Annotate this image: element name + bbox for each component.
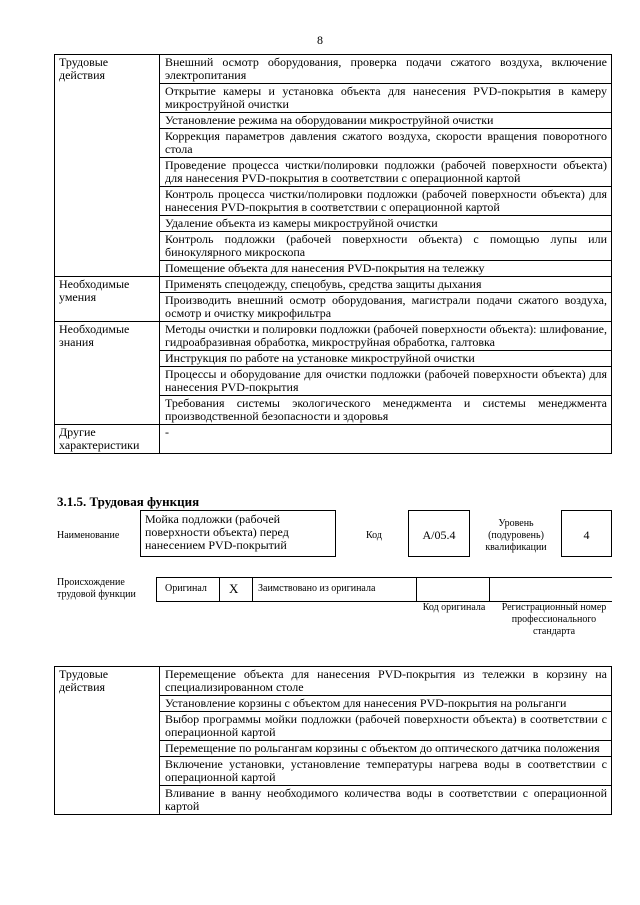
table-cell: - <box>160 425 612 454</box>
table-cell: Перемещение объекта для нанесения PVD-покрытия из тележки в корзину на специализированном столе <box>160 667 612 696</box>
reg-caption: Регистрационный номер профессионального стандарта <box>501 602 607 637</box>
table-cell: Методы очистки и полировки подложки (рабочей поверхности объекта): шлифование, гидроабразивная обработка, микроструйная обработка, галтовка <box>160 322 612 351</box>
table-cell: Вливание в ванну необходимого количества воды в соответствии с операционной картой <box>160 786 612 815</box>
table-cell: Коррекция параметров давления сжатого воздуха, скорости вращения поворотного стола <box>160 129 612 158</box>
original-mark: X <box>229 581 239 596</box>
name-value: Мойка подложки (рабочей поверхности объекта) перед нанесением PVD-покрытий <box>145 512 289 552</box>
table-cell: Процессы и оборудование для очистки подложки (рабочей поверхности объекта) для нанесения PVD-покрытия <box>160 367 612 396</box>
name-value-box <box>140 510 336 557</box>
row-group-label: Трудовые действия <box>55 667 160 815</box>
table-row <box>55 277 612 293</box>
table-cell: Помещение объекта для нанесения PVD-покрытия на тележку <box>160 261 612 277</box>
code-value: A/05.4 <box>422 528 456 542</box>
code-value-box <box>408 510 470 557</box>
level-label: Уровень (подуровень) квалификации <box>485 518 547 553</box>
row-group-label: Трудовые действия <box>55 55 160 277</box>
table-row <box>55 425 612 454</box>
table-cell: Применять спецодежду, спецобувь, средства защиты дыхания <box>160 277 612 293</box>
code-caption: Код оригинала <box>422 602 486 613</box>
level-value: 4 <box>583 528 590 542</box>
table-cell: Установление корзины с объектом для нанесения PVD-покрытия на рольганги <box>160 696 612 712</box>
original-label: Оригинал <box>165 583 207 594</box>
table-cell: Производить внешний осмотр оборудования, магистрали подачи сжатого воздуха, осмотр и очистку микрофильтра <box>160 293 612 322</box>
table-cell: Открытие камеры и установка объекта для нанесения PVD-покрытия в камеру микроструйной очистки <box>160 84 612 113</box>
table-cell: Инструкция по работе на установке микроструйной очистки <box>160 351 612 367</box>
table-row <box>55 322 612 351</box>
origin-label: Происхождение трудовой функции <box>57 577 136 600</box>
divider-code <box>416 577 417 602</box>
row-group-label: Необходимые умения <box>55 277 160 322</box>
table-cell: Контроль подложки (рабочей поверхности объекта) с помощью лупы или бинокулярного микроскопа <box>160 232 612 261</box>
table-cell: Включение установки, установление температуры нагрева воды в соответствии с операционной картой <box>160 757 612 786</box>
divider-reg <box>489 577 490 602</box>
table-cell: Перемещение по рольгангам корзины с объектом до оптического датчика положения <box>160 741 612 757</box>
borrowed-label: Заимствовано из оригинала <box>258 583 376 594</box>
bottom-actions-table <box>54 666 612 815</box>
table-cell: Установление режима на оборудовании микроструйной очистки <box>160 113 612 129</box>
table-cell: Удаление объекта из камеры микроструйной очистки <box>160 216 612 232</box>
level-value-box <box>561 510 612 557</box>
table-cell: Контроль процесса чистки/полировки подложки (рабочей поверхности объекта) для нанесения PVD-покрытия в соответствии с операционной картой <box>160 187 612 216</box>
table-row <box>55 55 612 84</box>
table-row <box>55 667 612 696</box>
table-cell: Требования системы экологического менеджмента и системы менеджмента производственной безопасности и здоровья <box>160 396 612 425</box>
page-number: 8 <box>317 33 323 47</box>
row-group-label: Необходимые знания <box>55 322 160 425</box>
code-label: Код <box>366 530 382 541</box>
table-cell: Проведение процесса чистки/полировки подложки (рабочей поверхности объекта) для нанесения PVD-покрытия в соответствии с операционной картой <box>160 158 612 187</box>
name-label: Наименование <box>57 530 120 541</box>
section-title: 3.1.5. Трудовая функция <box>57 494 200 509</box>
table-cell: Выбор программы мойки подложки (рабочей поверхности объекта) в соответствии с операционной картой <box>160 712 612 741</box>
top-requirements-table <box>54 54 612 454</box>
row-group-label: Другие характеристики <box>55 425 160 454</box>
table-cell: Внешний осмотр оборудования, проверка подачи сжатого воздуха, включение электропитания <box>160 55 612 84</box>
